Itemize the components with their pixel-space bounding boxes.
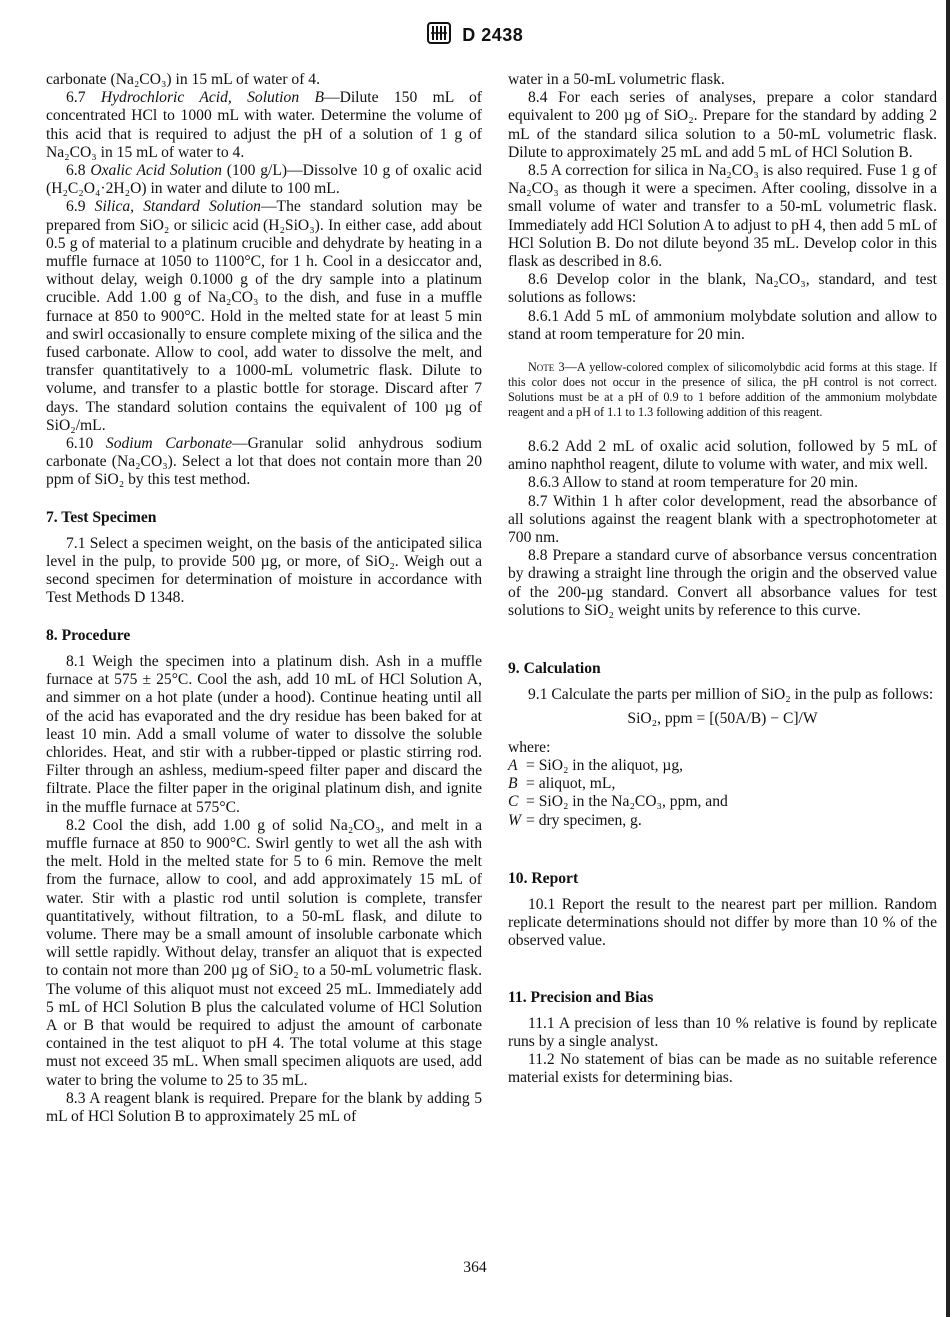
section-heading-8: 8. Procedure — [46, 626, 131, 644]
definition-row — [508, 775, 937, 793]
paragraph-8-2: 8.2 Cool the dish, add 1.00 g of solid Na₂CO₃, and melt in a muffle furnace at 850 to 900°C. Swirl gently to wet all the ash with the melt. Hold in the melted state for 5 to 6 min. Remove the melt from the furnace, allow to cool, and add approximately 15 mL of water. Stir with a plastic rod until solution is complete, transfer quantitatively, without filtration, to a 50-mL flask, and dilute to volume. There may be a small amount of insoluble carbonate which will settle rapidly. Without delay, transfer an aliquot that is expected to contain not more than 200 µg of SiO₂ to a 50-mL volumetric flask. The volume of this aliquot must not exceed 25 mL. Immediately add 5 mL of HCl Solution B plus the calculated volume of HCl Solution A or B that would be required to adjust the amount of carbonate contained in the test aliquot to pH 4. The total volume at this stage must not exceed 35 mL. When small specimen aliquots are used, add water to bring the volume to 25 to 35 mL. — [46, 816, 482, 1089]
definition-row — [508, 757, 937, 775]
reagent-text: —Granular solid anhydrous sodium carbonate (Na₂CO₃). Select a lot that does not contain more than 20 ppm of SiO₂ by this test method. — [46, 435, 483, 489]
page-number: 364 — [463, 1259, 487, 1276]
paragraph-8-4: 8.4 For each series of analyses, prepare a color standard equivalent to 200 µg of SiO₂. Prepare for the standard by adding 2 mL of the standard silica solution to a 50-mL volumetric flask. Dilute to approximately 25 mL and add 5 mL of HCl Solution B. — [508, 89, 937, 161]
variable-definition: = dry specimen, g. — [526, 811, 642, 829]
paragraph-8-6-1: 8.6.1 Add 5 mL of ammonium molybdate solution and allow to stand at room temperature for 20 min. — [508, 307, 937, 343]
paragraph-7-1: 7.1 Select a specimen weight, on the basis of the anticipated silica level in the pulp, to provide 500 µg, or more, of SiO₂. Weigh out a second specimen for determination of moisture in accordance with Test Methods D 1348. — [46, 534, 482, 607]
variable-definition: = aliquot, mL, — [526, 775, 616, 793]
variable-definitions — [508, 757, 937, 830]
section-number: 6.9 — [66, 198, 86, 216]
note-text: —A yellow-colored complex of silicomolybdic acid forms at this stage. If this color does not occur in the presence of silica, the pH control is not correct. Solutions must be at a pH of 0.9 to 1 before addition of the ammonium molybdate reagent and a pH of 1.1 to 1.3 following addition of this reagent. — [508, 360, 938, 420]
scan-edge-border — [946, 0, 950, 1317]
paragraph-11-2: 11.2 No statement of bias can be made as no suitable reference material exists for determining bias. — [508, 1051, 937, 1087]
variable-symbol: C — [508, 793, 519, 811]
variable-symbol: B — [508, 775, 518, 793]
reagent-text: —Dilute 150 mL of concentrated HCl to 1000 mL with water. Determine the volume of this acid that is required to adjust the pH of a solution of 1 g of Na₂CO₃ in 15 mL of water to 4. — [46, 89, 482, 161]
note-label: Note 3 — [528, 360, 565, 375]
paragraph-10-1: 10.1 Report the result to the nearest part per million. Random replicate determinations should not differ by more than 10 % of the observed value. — [508, 895, 937, 950]
paragraph-6-7 — [46, 89, 482, 162]
section-heading-11: 11. Precision and Bias — [508, 988, 654, 1006]
standard-designation: D 2438 — [462, 25, 524, 45]
right-column — [508, 71, 937, 1088]
reagent-title: Hydrochloric Acid, Solution B — [100, 89, 324, 107]
variable-definition: = SiO₂ in the aliquot, µg, — [526, 756, 684, 774]
paragraph-6-10 — [46, 435, 482, 490]
silica-formula: SiO₂, ppm = [(50A/B) − C]/W — [627, 710, 818, 728]
section-number: 6.8 — [66, 162, 86, 180]
paragraph-8-6: 8.6 Develop color in the blank, Na₂CO₃, standard, and test solutions as follows: — [508, 271, 937, 307]
paragraph-6-8 — [46, 162, 482, 198]
section-number: 6.10 — [66, 435, 94, 453]
section-number: 6.7 — [66, 89, 86, 107]
astm-logo-icon — [427, 22, 451, 49]
paragraph-8-3-tail: water in a 50-mL volumetric flask. — [508, 71, 725, 88]
paragraph-8-3: 8.3 A reagent blank is required. Prepare for the blank by adding 5 mL of HCl Solution B to approximately 25 mL of — [46, 1089, 482, 1125]
left-column — [46, 71, 482, 1126]
page-header — [0, 22, 950, 49]
variable-definition: = SiO₂ in the Na₂CO₃, ppm, and — [526, 793, 728, 811]
note-3 — [508, 360, 937, 420]
section-heading-7: 7. Test Specimen — [46, 508, 157, 526]
section-heading-10: 10. Report — [508, 869, 579, 887]
definition-row — [508, 812, 937, 830]
paragraph-6-9 — [46, 198, 482, 435]
paragraph-9-1: 9.1 Calculate the parts per million of SiO₂ in the pulp as follows: — [528, 686, 934, 704]
reagent-title: Silica, Standard Solution — [94, 198, 261, 216]
section-heading-9: 9. Calculation — [508, 660, 601, 678]
variable-symbol: W — [508, 811, 521, 829]
reagent-title: Sodium Carbonate — [105, 435, 232, 453]
variable-symbol: A — [508, 756, 518, 774]
reagent-text: —The standard solution may be prepared from SiO₂ or silicic acid (H₂SiO₃). In either case, add about 0.5 g of material to a platinum crucible and dehydrate by heating in a muffle furnace at 1050 to 1100°C, for 1 h. Cool in a desiccator and, without delay, weigh 0.1000 g of the dry sample into a platinum crucible. Add 1.00 g of Na₂CO₃ to the dish, and fuse in a muffle furnace at 850 to 900°C. Hold in the melted state for at least 5 min and swirl occasionally to ensure complete mixing of the silica and the fused carbonate. Allow to cool, add water to dissolve the melt, and transfer quantitatively to a 1000-mL volumetric flask. Dilute to volume, and transfer to a plastic bottle for storage. Discard after 7 days. The standard solution contains the equivalent of 100 µg of SiO₂/mL. — [46, 198, 483, 434]
paragraph-carbonate-tail: carbonate (Na₂CO₃) in 15 mL of water of 4. — [46, 71, 320, 88]
paragraph-8-5: 8.5 A correction for silica in Na₂CO₃ is also required. Fuse 1 g of Na₂CO₃ as though it were a specimen. After cooling, dissolve in a small volume of water and transfer to a 50-mL volumetric flask. Immediately add HCl Solution A to adjust to pH 4, then add 5 mL of HCl Solution B. Do not dilute beyond 35 mL. Develop color in this flask as described in 8.6. — [508, 162, 937, 271]
paragraph-8-6-3: 8.6.3 Allow to stand at room temperature for 20 min. — [528, 474, 859, 492]
definition-row — [508, 793, 937, 811]
where-label: where: — [508, 738, 551, 756]
paragraph-8-1: 8.1 Weigh the specimen into a platinum dish. Ash in a muffle furnace at 575 ± 25°C. Cool the ash, add 10 mL of HCl Solution A, and simmer on a hot plate (under a hood). Continue heating until all of the acid has evaporated and the dry residue has been baked for at least 10 min. Add a small volume of water to dissolve the soluble chlorides. Heat, and stir with a rubber-tipped or plastic stirring rod. Filter through an ashless, medium-speed filter paper and discard the filtrate. Place the filter paper in the original platinum dish, and ignite in the muffle furnace at 575°C. — [46, 652, 482, 816]
reagent-text: (100 g/L)—Dissolve 10 g of oxalic acid (H₂C₂O₄·2H₂O) in water and dilute to 100 mL. — [46, 162, 482, 198]
paragraph-8-6-2: 8.6.2 Add 2 mL of oxalic acid solution, followed by 5 mL of amino naphthol reagent, dilute to volume with water, and mix well. — [508, 438, 937, 474]
paragraph-11-1: 11.1 A precision of less than 10 % relative is found by replicate runs by a single analyst. — [508, 1014, 937, 1050]
paragraph-8-7: 8.7 Within 1 h after color development, read the absorbance of all solutions against the reagent blank with a spectrophotometer at 700 nm. — [508, 492, 937, 547]
paragraph-8-8: 8.8 Prepare a standard curve of absorbance versus concentration by drawing a straight line through the origin and the observed value of the 200-µg standard. Convert all absorbance values for test solutions to SiO₂ weight units by reference to this curve. — [508, 547, 937, 619]
reagent-title: Oxalic Acid Solution — [90, 162, 222, 180]
